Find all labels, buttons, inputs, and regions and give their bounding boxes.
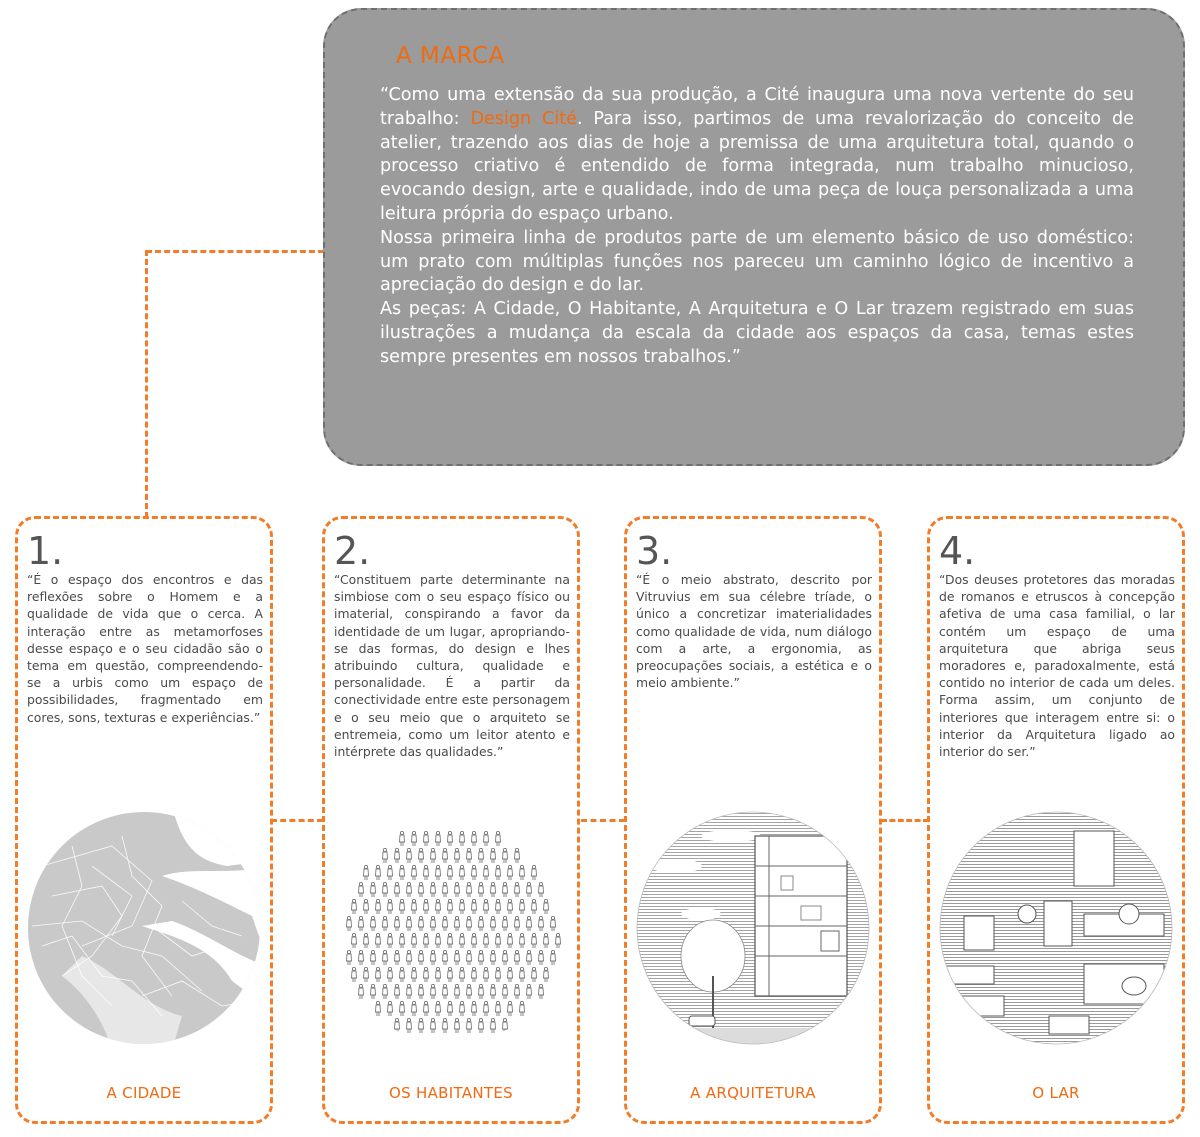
card-text: “É o espaço dos encontros e das reflexões sobre o Homem e a qualidade de vida que o cerca. A interação entre as metamorfoses desse espaço e o seu cidadão são o tema em questão, compreendendo-se a urbis como um espaço de possibilidades, fragmentado em cores, sons, texturas e experiências.” [27, 572, 263, 725]
person-figure [400, 831, 405, 846]
person-figure [491, 1018, 496, 1033]
person-figure [496, 899, 501, 914]
person-figure [508, 865, 513, 880]
person-figure [359, 950, 364, 965]
person-figure [395, 984, 400, 999]
person-figure [515, 984, 520, 999]
person-figure [383, 950, 388, 965]
person-figure [515, 950, 520, 965]
person-figure [460, 865, 465, 880]
person-figure [443, 984, 448, 999]
connector-top [146, 250, 324, 253]
person-figure [419, 984, 424, 999]
person-figure [359, 882, 364, 897]
person-figure [431, 882, 436, 897]
person-figure [419, 916, 424, 931]
person-figure [520, 899, 525, 914]
person-figure [352, 967, 357, 982]
person-figure [400, 1001, 405, 1016]
person-figure [515, 916, 520, 931]
person-figure [503, 950, 508, 965]
person-figure [467, 848, 472, 863]
person-figure [388, 899, 393, 914]
card-number: 3. [636, 529, 673, 573]
person-figure [484, 933, 489, 948]
person-figure [491, 984, 496, 999]
person-figure [503, 882, 508, 897]
person-figure [376, 899, 381, 914]
person-figure [455, 916, 460, 931]
person-figure [472, 967, 477, 982]
person-figure [400, 865, 405, 880]
person-figure [527, 984, 532, 999]
person-figure [520, 933, 525, 948]
person-figure [388, 865, 393, 880]
person-figure [383, 882, 388, 897]
person-figure [388, 933, 393, 948]
person-figure [467, 950, 472, 965]
design-cite-highlight: Design Cité [470, 108, 577, 129]
person-figure [508, 1001, 513, 1016]
person-figure [407, 916, 412, 931]
person-figure [407, 950, 412, 965]
person-figure [472, 865, 477, 880]
brand-box [323, 8, 1185, 466]
person-figure [364, 865, 369, 880]
person-figure [412, 933, 417, 948]
person-figure [491, 916, 496, 931]
person-figure [364, 967, 369, 982]
interior-plan-plate-icon [934, 806, 1178, 1050]
person-figure [431, 950, 436, 965]
person-figure [467, 1018, 472, 1033]
person-figure [443, 1018, 448, 1033]
person-figure [412, 967, 417, 982]
person-figure [520, 1001, 525, 1016]
person-figure [443, 848, 448, 863]
person-figure [503, 848, 508, 863]
person-figure [412, 1001, 417, 1016]
person-figure [503, 1018, 508, 1033]
person-figure [407, 848, 412, 863]
person-figure [407, 984, 412, 999]
person-figure [383, 848, 388, 863]
person-figure [448, 1001, 453, 1016]
person-figure [443, 882, 448, 897]
person-figure [455, 1018, 460, 1033]
person-figure [347, 950, 352, 965]
person-figure [419, 848, 424, 863]
person-figure [496, 933, 501, 948]
person-figure [400, 933, 405, 948]
person-figure [436, 865, 441, 880]
person-figure [460, 831, 465, 846]
brand-paragraph-1: “Como uma extensão da sua produção, a Cité inaugura uma nova vertente do seu trabalho: Design Cité. Para isso, partimos de uma revalorização do conceito de atelier, trazendo aos dias de hoje a premissa de uma arquitetura total, quando o processo criativo é entendido de forma integrada, num trabalho minucioso, evocando design, arte e qualidade, indo de uma peça de louça personalizada a uma leitura própria do espaço urbano. [380, 85, 1134, 224]
person-figure [371, 916, 376, 931]
person-figure [395, 950, 400, 965]
person-figure [364, 933, 369, 948]
card-text: “Constituem parte determinante na simbiose com o seu espaço físico ou imaterial, conspirando a favor da identidade de um lugar, apropriando-se das formas, do design e lhes atribuindo cultura, qualidade e personalidade. É a partir da conectividade entre este personagem e o seu meio que o arquiteto se entremeia, como um leitor atento e intérprete das qualidades.” [334, 572, 570, 760]
card-caption: A CIDADE [106, 1084, 182, 1102]
person-figure [364, 899, 369, 914]
person-figure [376, 967, 381, 982]
person-figure [395, 882, 400, 897]
person-figure [388, 1001, 393, 1016]
person-figure [472, 1001, 477, 1016]
person-figure [484, 967, 489, 982]
person-figure [424, 967, 429, 982]
person-figure [383, 984, 388, 999]
person-figure [347, 916, 352, 931]
person-figure [460, 967, 465, 982]
person-figure [407, 882, 412, 897]
person-figure [395, 1018, 400, 1033]
person-figure [484, 1001, 489, 1016]
person-figure [419, 1018, 424, 1033]
person-figure [527, 882, 532, 897]
brand-title: A MARCA [396, 43, 505, 69]
person-figure [455, 984, 460, 999]
person-figure [472, 831, 477, 846]
person-figure [400, 967, 405, 982]
person-figure [419, 950, 424, 965]
person-figure [376, 865, 381, 880]
person-figure [436, 1001, 441, 1016]
person-figure [508, 967, 513, 982]
person-figure [443, 916, 448, 931]
person-figure [359, 916, 364, 931]
person-figure [431, 848, 436, 863]
connector-2-3 [581, 819, 625, 822]
person-figure [491, 950, 496, 965]
connector-3-4 [881, 819, 929, 822]
person-figure [503, 984, 508, 999]
connector-left [145, 250, 148, 518]
person-figure [424, 899, 429, 914]
person-figure [544, 967, 549, 982]
card-os-habitantes [322, 516, 580, 1124]
card-number: 2. [334, 529, 371, 573]
person-figure [472, 933, 477, 948]
person-figure [479, 984, 484, 999]
person-figure [551, 916, 556, 931]
person-figure [479, 848, 484, 863]
person-figure [508, 933, 513, 948]
person-figure [515, 882, 520, 897]
brand-paragraph-2: Nossa primeira linha de produtos parte de um elemento básico de uso doméstico: um prato com múltiplas funções nos pareceu um caminho lógico de incentivo a apreciação do design e do lar. [380, 227, 1134, 296]
person-figure [539, 984, 544, 999]
person-figure [484, 865, 489, 880]
person-figure [395, 916, 400, 931]
person-figure [424, 831, 429, 846]
person-figure [412, 899, 417, 914]
person-figure [431, 984, 436, 999]
person-figure [424, 1001, 429, 1016]
person-figure [436, 899, 441, 914]
person-figure [544, 933, 549, 948]
person-figure [352, 933, 357, 948]
person-figure [491, 882, 496, 897]
person-figure [508, 899, 513, 914]
person-figure [539, 882, 544, 897]
people-plate-icon [329, 806, 573, 1050]
person-figure [448, 831, 453, 846]
person-figure [383, 916, 388, 931]
person-figure [395, 848, 400, 863]
connector-1-2 [271, 819, 323, 822]
person-figure [448, 933, 453, 948]
person-figure [460, 899, 465, 914]
person-figure [527, 916, 532, 931]
person-figure [484, 831, 489, 846]
person-figure [515, 848, 520, 863]
person-figure [532, 865, 537, 880]
card-caption: OS HABITANTES [389, 1084, 513, 1102]
person-figure [496, 967, 501, 982]
person-figure [467, 916, 472, 931]
card-o-lar [927, 516, 1185, 1124]
person-figure [532, 899, 537, 914]
person-figure [443, 950, 448, 965]
card-caption: A ARQUITETURA [690, 1084, 816, 1102]
person-figure [460, 1001, 465, 1016]
person-figure [455, 848, 460, 863]
person-figure [551, 950, 556, 965]
person-figure [479, 882, 484, 897]
card-a-arquitetura [624, 516, 882, 1124]
card-a-cidade [15, 516, 273, 1124]
person-figure [431, 916, 436, 931]
person-figure [496, 1001, 501, 1016]
person-figure [491, 848, 496, 863]
person-figure [419, 882, 424, 897]
person-figure [520, 865, 525, 880]
person-figure [352, 899, 357, 914]
person-figure [376, 1001, 381, 1016]
person-figure [544, 899, 549, 914]
person-figure [412, 831, 417, 846]
brand-text [380, 84, 1134, 370]
person-figure [388, 967, 393, 982]
person-figure [496, 831, 501, 846]
person-figure [532, 967, 537, 982]
person-figure [424, 933, 429, 948]
person-figure [376, 933, 381, 948]
person-figure [527, 950, 532, 965]
person-figure [436, 967, 441, 982]
person-figure [484, 899, 489, 914]
person-figure [496, 865, 501, 880]
person-figure [448, 865, 453, 880]
card-text: “É o meio abstrato, descrito por Vitruvius em sua célebre tríade, o único a concretizar imaterialidades como qualidade de vida, num diálogo com a arte, a ergonomia, as preocupações sociais, a estética e o meio ambiente.” [636, 572, 872, 691]
person-figure [460, 933, 465, 948]
person-figure [472, 899, 477, 914]
person-figure [412, 865, 417, 880]
person-figure [436, 831, 441, 846]
person-figure [455, 882, 460, 897]
person-figure [359, 984, 364, 999]
card-number: 1. [27, 529, 64, 573]
brand-paragraph-3: As peças: A Cidade, O Habitante, A Arquitetura e O Lar trazem registrado em suas ilustrações a mudança da escala da cidade aos espaços da casa, temas estes sempre presentes em nossos trabalhos.” [380, 299, 1134, 367]
person-figure [479, 950, 484, 965]
person-figure [448, 899, 453, 914]
person-figure [436, 933, 441, 948]
person-figure [539, 916, 544, 931]
building-section-plate-icon [631, 806, 875, 1050]
person-figure [479, 916, 484, 931]
person-figure [400, 899, 405, 914]
person-figure [467, 984, 472, 999]
card-caption: O LAR [1032, 1084, 1080, 1102]
person-figure [479, 1018, 484, 1033]
person-figure [407, 1018, 412, 1033]
card-number: 4. [939, 529, 976, 573]
card-text: “Dos deuses protetores das moradas de romanos e etruscos à concepção afetiva de uma casa familial, o lar contém um espaço de uma arquitetura que abriga seus moradores e, paradoxalmente, está contido no interior de cada um deles. Forma assim, um conjunto de interiores que interagem entre si: o interior da Arquitetura ligado ao interior do ser.” [939, 572, 1175, 760]
person-figure [371, 950, 376, 965]
person-figure [371, 984, 376, 999]
person-figure [431, 1018, 436, 1033]
person-figure [503, 916, 508, 931]
person-figure [532, 933, 537, 948]
person-figure [455, 950, 460, 965]
city-map-plate-icon [22, 806, 266, 1050]
person-figure [539, 950, 544, 965]
person-figure [371, 882, 376, 897]
person-figure [448, 967, 453, 982]
person-figure [467, 882, 472, 897]
person-figure [556, 933, 561, 948]
person-figure [424, 865, 429, 880]
person-figure [520, 967, 525, 982]
